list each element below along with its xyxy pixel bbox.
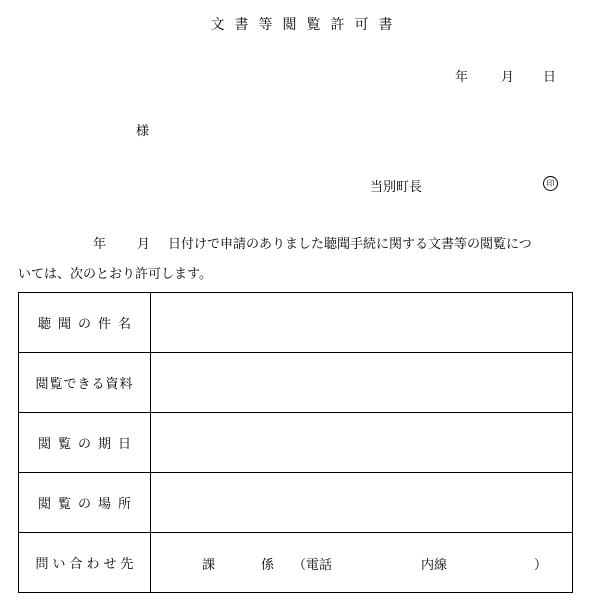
row-label-viewing-place: 閲覧の場所 xyxy=(19,473,151,533)
body-line1-text: 日付けで申請のありました聴聞手続に関する文書等の閲覧につ xyxy=(168,237,532,252)
contact-phone-label: （電話 xyxy=(293,558,333,573)
date-day: 日 xyxy=(543,70,557,85)
row-value-viewable-materials[interactable] xyxy=(151,353,573,413)
contact-unit: 係 xyxy=(261,558,275,573)
contact-extension-label: 内線 xyxy=(421,558,448,573)
table-row xyxy=(19,293,573,353)
table-row xyxy=(19,413,573,473)
title-char: 閲 xyxy=(282,17,297,33)
row-label-viewable-materials: 閲覧できる資料 xyxy=(19,353,151,413)
title-char: 書 xyxy=(378,17,393,33)
row-value-viewing-place[interactable] xyxy=(151,473,573,533)
row-value-contact xyxy=(151,533,573,593)
row-value-viewing-date[interactable] xyxy=(151,413,573,473)
row-label-viewing-date: 閲覧の期日 xyxy=(19,413,151,473)
body-line-2: いては、次のとおり許可します。 xyxy=(18,267,212,282)
title-char: 等 xyxy=(258,17,273,33)
issue-date xyxy=(455,66,556,85)
title-char: 書 xyxy=(234,17,249,33)
date-year: 年 xyxy=(455,70,469,85)
table-row xyxy=(19,473,573,533)
body-line-1 xyxy=(93,233,532,252)
title-char: 覧 xyxy=(306,17,321,33)
document-title xyxy=(0,14,603,34)
title-char: 文 xyxy=(210,17,225,33)
addressee-suffix: 様 xyxy=(136,124,150,139)
permission-table xyxy=(18,292,573,593)
row-value-hearing-subject[interactable] xyxy=(151,293,573,353)
table-row xyxy=(19,533,573,593)
body-month: 月 xyxy=(137,237,151,252)
contact-section: 課 xyxy=(202,558,216,573)
seal-mark: 印 xyxy=(543,176,558,191)
issuer-name: 当別町長 xyxy=(370,180,423,195)
row-label-contact: 問い合わせ先 xyxy=(19,533,151,593)
date-month: 月 xyxy=(501,70,515,85)
table-row xyxy=(19,353,573,413)
contact-close-paren: ） xyxy=(534,558,548,573)
title-char: 許 xyxy=(330,17,345,33)
body-year: 年 xyxy=(93,237,107,252)
row-label-hearing-subject: 聴聞の件名 xyxy=(19,293,151,353)
title-char: 可 xyxy=(354,17,369,33)
